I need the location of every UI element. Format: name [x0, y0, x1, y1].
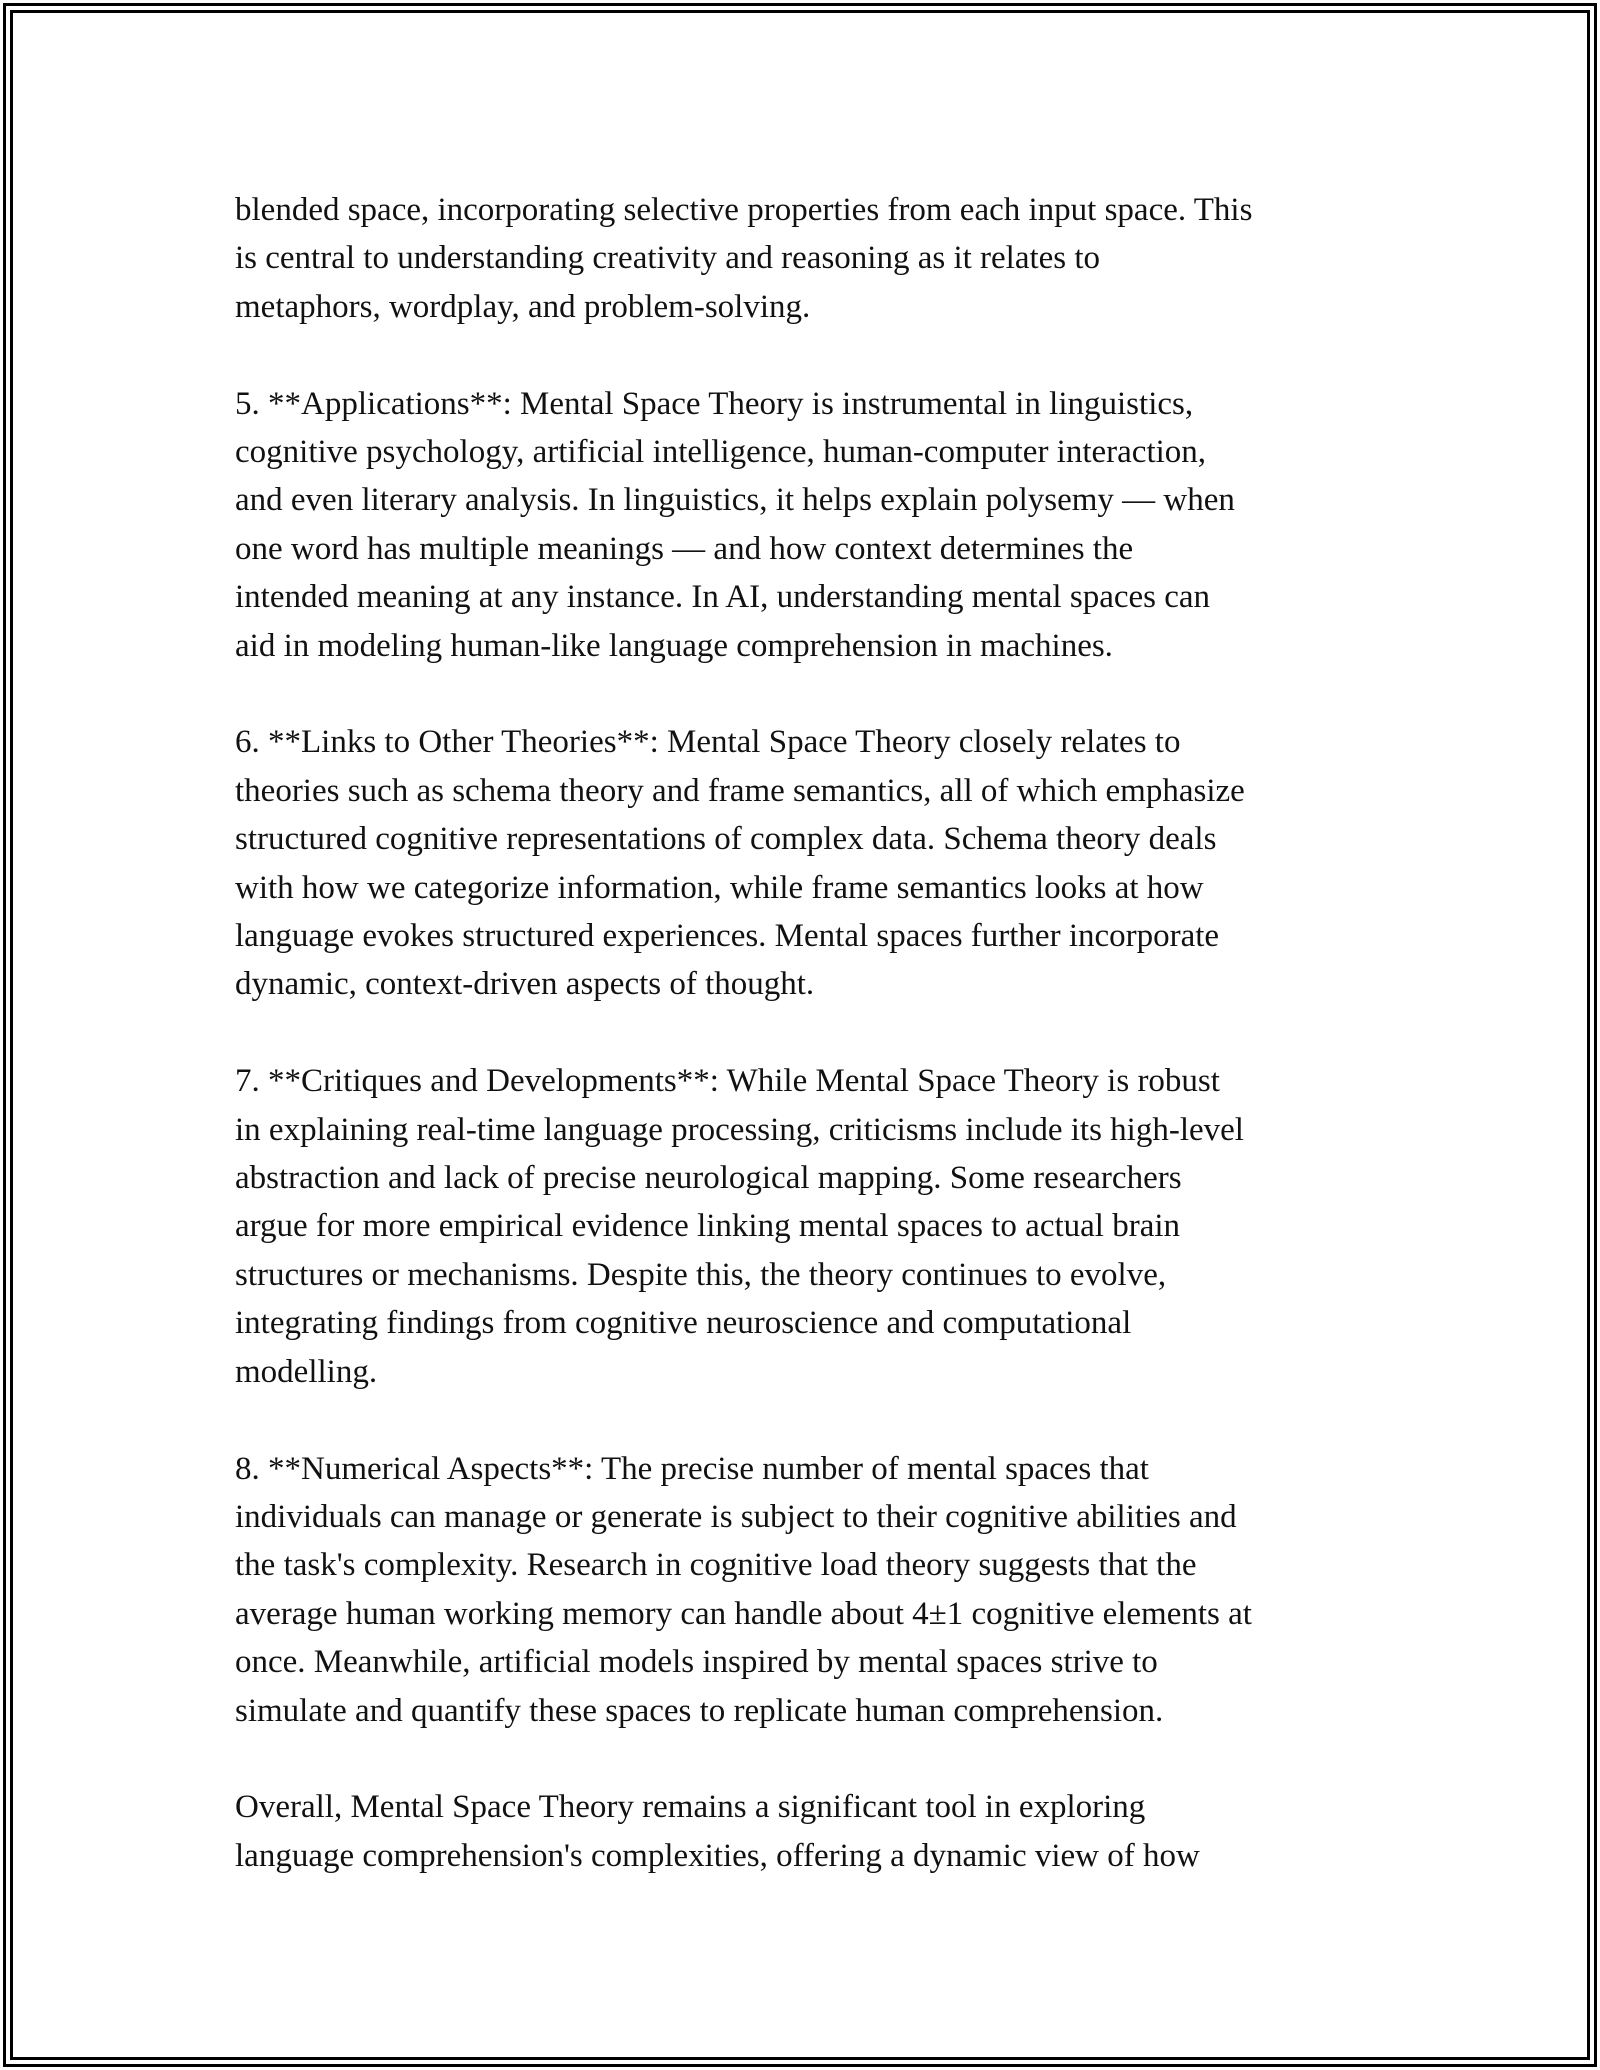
paragraph-links-to-other-theories: 6. **Links to Other Theories**: Mental Space Theory closely relates to theories such as schema theory and frame semantics, all of which emphasize structured cognitive representations of complex data. Schema theory deals with how we categorize information, while frame semantics looks at how language evokes structured experiences. Mental spaces further incorporate dynamic, context-driven aspects of thought. — [235, 724, 1245, 1003]
document-body — [235, 186, 1375, 1929]
paragraph-overall: Overall, Mental Space Theory remains a significant tool in exploring language comprehension's complexities, offering a dynamic view of how — [235, 1789, 1200, 1874]
paragraph-critiques-and-developments: 7. **Critiques and Developments**: While Mental Space Theory is robust in explaining real-time language processing, criticisms include its high-level abstraction and lack of precise neurological mapping. Some researchers argue for more empirical evidence linking mental spaces to actual brain structures or mechanisms. Despite this, the theory continues to evolve, integrating findings from cognitive neuroscience and computational modelling. — [235, 1063, 1244, 1390]
paragraph-numerical-aspects: 8. **Numerical Aspects**: The precise number of mental spaces that individuals can manage or generate is subject to their cognitive abilities and the task's complexity. Research in cognitive load theory suggests that the average human working memory can handle about 4±1 cognitive elements at once. Meanwhile, artificial models inspired by mental spaces strive to simulate and quantify these spaces to replicate human comprehension. — [235, 1450, 1252, 1729]
paragraph-applications: 5. **Applications**: Mental Space Theory is instrumental in linguistics, cognitive psychology, artificial intelligence, human-computer interaction, and even literary analysis. In linguistics, it helps explain polysemy — when one word has multiple meanings — and how context determines the intended meaning at any instance. In AI, understanding mental spaces can aid in modeling human-like language comprehension in machines. — [235, 385, 1235, 664]
paragraph-blended-space: blended space, incorporating selective properties from each input space. This is central to understanding creativity and reasoning as it relates to metaphors, wordplay, and problem-solving. — [235, 192, 1253, 325]
